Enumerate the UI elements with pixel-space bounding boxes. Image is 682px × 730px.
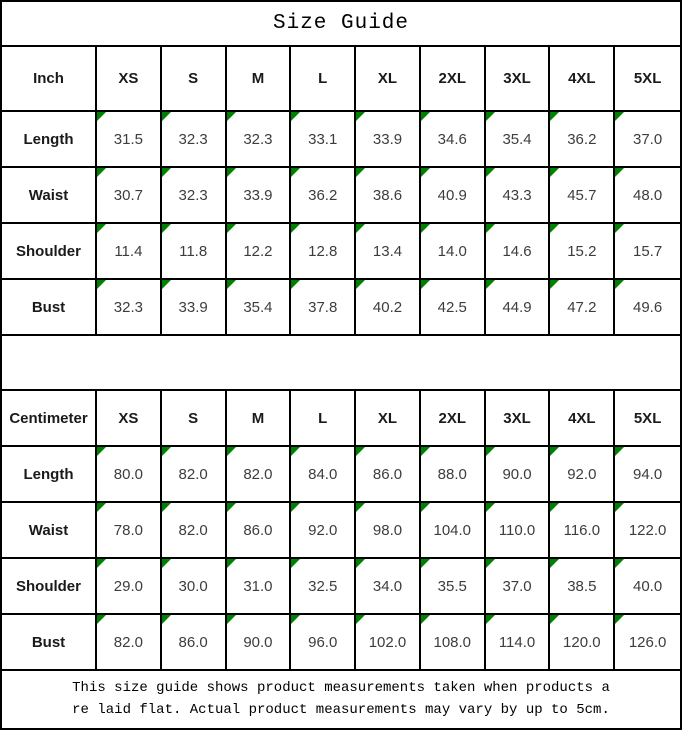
cell-corner-indicator-icon <box>291 559 300 568</box>
measurement-value-cell <box>486 559 551 613</box>
measurement-value-cell <box>356 280 421 334</box>
measurement-value-cell-label: 12.2 <box>243 242 273 260</box>
unit-header-cell <box>2 391 97 445</box>
cell-corner-indicator-icon <box>227 224 236 233</box>
size-header-cell-label: XL <box>377 70 398 87</box>
measurement-value-cell-label: 102.0 <box>368 633 407 651</box>
cell-corner-indicator-icon <box>97 280 106 289</box>
size-header-cell <box>291 391 356 445</box>
cell-corner-indicator-icon <box>162 559 171 568</box>
measurement-value-cell-label: 122.0 <box>628 521 667 539</box>
size-table-centimeter <box>2 391 680 671</box>
cell-corner-indicator-icon <box>421 615 430 624</box>
measurement-label-cell <box>2 615 97 669</box>
measurement-value-cell <box>421 224 486 278</box>
measurement-value-cell-label: 116.0 <box>563 521 601 539</box>
measurement-value-cell-label: 44.9 <box>502 298 532 316</box>
measurement-value-cell <box>97 615 162 669</box>
footer-note <box>2 671 680 728</box>
measurement-value-cell <box>162 280 227 334</box>
measurement-value-cell <box>356 224 421 278</box>
cell-corner-indicator-icon <box>615 168 624 177</box>
measurement-value-cell-label: 29.0 <box>113 577 143 595</box>
measurement-label-cell-label: Waist <box>28 521 69 539</box>
cell-corner-indicator-icon <box>227 615 236 624</box>
cell-corner-indicator-icon <box>550 280 559 289</box>
measurement-value-cell <box>421 503 486 557</box>
cell-corner-indicator-icon <box>615 447 624 456</box>
measurement-value-cell-label: 92.0 <box>567 465 597 483</box>
measurement-label-cell-label: Length <box>23 465 74 483</box>
table-row <box>2 447 680 503</box>
cell-corner-indicator-icon <box>615 615 624 624</box>
measurement-value-cell <box>227 224 292 278</box>
measurement-value-cell-label: 108.0 <box>433 633 472 651</box>
measurement-value-cell <box>97 447 162 501</box>
measurement-label-cell <box>2 503 97 557</box>
measurement-value-cell <box>486 280 551 334</box>
measurement-value-cell <box>550 615 615 669</box>
measurement-value-cell-label: 34.6 <box>437 130 467 148</box>
measurement-value-cell-label: 32.3 <box>178 186 208 204</box>
size-header-cell <box>356 47 421 110</box>
measurement-value-cell-label: 126.0 <box>628 633 667 651</box>
size-header-cell <box>421 391 486 445</box>
table-row <box>2 559 680 615</box>
size-header-cell <box>486 391 551 445</box>
measurement-value-cell-label: 82.0 <box>113 633 143 651</box>
measurement-label-cell-label: Bust <box>31 298 66 316</box>
cell-corner-indicator-icon <box>356 503 365 512</box>
measurement-value-cell <box>227 503 292 557</box>
measurement-label-cell-label: Bust <box>31 633 66 651</box>
cell-corner-indicator-icon <box>486 503 495 512</box>
measurement-value-cell <box>97 503 162 557</box>
measurement-value-cell-label: 30.7 <box>113 186 143 204</box>
measurement-value-cell-label: 96.0 <box>308 633 338 651</box>
measurement-value-cell-label: 92.0 <box>308 521 338 539</box>
measurement-value-cell <box>97 559 162 613</box>
measurement-value-cell <box>615 559 680 613</box>
measurement-value-cell <box>421 615 486 669</box>
measurement-value-cell-label: 82.0 <box>178 465 208 483</box>
cell-corner-indicator-icon <box>550 224 559 233</box>
size-header-cell <box>162 47 227 110</box>
table-row <box>2 615 680 671</box>
measurement-value-cell <box>550 280 615 334</box>
cell-corner-indicator-icon <box>615 112 624 121</box>
cell-corner-indicator-icon <box>227 447 236 456</box>
cell-corner-indicator-icon <box>162 280 171 289</box>
measurement-value-cell-label: 45.7 <box>567 186 597 204</box>
measurement-value-cell-label: 86.0 <box>372 465 403 483</box>
measurement-value-cell-label: 86.0 <box>243 521 273 539</box>
measurement-value-cell <box>291 559 356 613</box>
measurement-value-cell-label: 15.7 <box>633 242 663 260</box>
measurement-value-cell-label: 14.0 <box>437 242 467 260</box>
measurement-value-cell <box>227 112 292 166</box>
unit-header-cell-label: Centimeter <box>9 409 88 427</box>
measurement-value-cell-label: 43.3 <box>502 186 532 204</box>
cell-corner-indicator-icon <box>227 503 236 512</box>
measurement-value-cell-label: 11.4 <box>114 242 143 260</box>
measurement-value-cell <box>162 112 227 166</box>
measurement-value-cell-label: 82.0 <box>178 521 208 539</box>
measurement-value-cell <box>227 447 292 501</box>
size-table-inch <box>2 47 680 336</box>
measurement-value-cell <box>356 447 421 501</box>
measurement-value-cell-label: 31.5 <box>113 130 143 148</box>
cell-corner-indicator-icon <box>421 224 430 233</box>
measurement-value-cell <box>291 615 356 669</box>
measurement-value-cell <box>227 559 292 613</box>
measurement-value-cell <box>97 280 162 334</box>
measurement-value-cell-label: 38.6 <box>372 186 403 204</box>
measurement-value-cell <box>227 168 292 222</box>
cell-corner-indicator-icon <box>227 112 236 121</box>
measurement-value-cell-label: 32.3 <box>243 130 273 148</box>
measurement-value-cell-label: 32.3 <box>178 130 208 148</box>
size-header-cell-label: M <box>251 70 265 87</box>
measurement-value-cell <box>486 503 551 557</box>
cell-corner-indicator-icon <box>550 112 559 121</box>
measurement-value-cell-label: 32.3 <box>113 298 143 316</box>
measurement-value-cell-label: 32.5 <box>308 577 338 595</box>
measurement-value-cell <box>421 168 486 222</box>
cell-corner-indicator-icon <box>291 168 300 177</box>
measurement-value-cell-label: 30.0 <box>178 577 208 595</box>
measurement-value-cell <box>421 280 486 334</box>
measurement-value-cell-label: 37.0 <box>633 130 663 148</box>
cell-corner-indicator-icon <box>162 168 171 177</box>
cell-corner-indicator-icon <box>227 280 236 289</box>
measurement-value-cell-label: 40.2 <box>372 298 403 316</box>
measurement-value-cell <box>550 559 615 613</box>
measurement-label-cell <box>2 280 97 334</box>
cell-corner-indicator-icon <box>421 280 430 289</box>
cell-corner-indicator-icon <box>550 503 559 512</box>
measurement-value-cell-label: 86.0 <box>178 633 208 651</box>
size-header-cell <box>486 47 551 110</box>
measurement-value-cell <box>162 168 227 222</box>
measurement-value-cell <box>356 168 421 222</box>
size-header-cell <box>291 47 356 110</box>
cell-corner-indicator-icon <box>162 503 171 512</box>
measurement-value-cell-label: 110.0 <box>498 521 536 539</box>
measurement-value-cell <box>615 168 680 222</box>
measurement-value-cell <box>291 280 356 334</box>
cell-corner-indicator-icon <box>291 112 300 121</box>
measurement-value-cell <box>227 280 292 334</box>
measurement-value-cell <box>421 559 486 613</box>
cell-corner-indicator-icon <box>486 615 495 624</box>
measurement-value-cell-label: 14.6 <box>502 242 532 260</box>
measurement-value-cell <box>97 112 162 166</box>
measurement-value-cell-label: 90.0 <box>243 633 273 651</box>
cell-corner-indicator-icon <box>550 447 559 456</box>
cell-corner-indicator-icon <box>356 280 365 289</box>
cell-corner-indicator-icon <box>97 615 106 624</box>
cell-corner-indicator-icon <box>486 168 495 177</box>
cell-corner-indicator-icon <box>356 615 365 624</box>
cell-corner-indicator-icon <box>550 615 559 624</box>
measurement-value-cell <box>421 447 486 501</box>
measurement-value-cell-label: 114.0 <box>498 633 536 651</box>
measurement-value-cell <box>162 503 227 557</box>
size-header-row <box>2 391 680 447</box>
measurement-value-cell <box>421 112 486 166</box>
cell-corner-indicator-icon <box>291 615 300 624</box>
measurement-value-cell-label: 35.4 <box>502 130 532 148</box>
cell-corner-indicator-icon <box>97 559 106 568</box>
size-header-cell <box>421 47 486 110</box>
table-row <box>2 168 680 224</box>
measurement-value-cell <box>162 447 227 501</box>
measurement-value-cell-label: 34.0 <box>372 577 403 595</box>
size-header-cell <box>550 391 615 445</box>
measurement-value-cell <box>486 615 551 669</box>
cell-corner-indicator-icon <box>227 168 236 177</box>
measurement-value-cell <box>291 503 356 557</box>
measurement-value-cell <box>615 224 680 278</box>
measurement-value-cell-label: 42.5 <box>437 298 467 316</box>
size-header-cell <box>615 47 680 110</box>
size-header-cell-label: S <box>188 70 199 87</box>
measurement-value-cell <box>291 224 356 278</box>
measurement-value-cell-label: 38.5 <box>567 577 597 595</box>
size-header-cell-label: 4XL <box>568 70 596 87</box>
measurement-value-cell-label: 33.9 <box>372 130 403 148</box>
measurement-value-cell <box>550 112 615 166</box>
measurement-label-cell-label: Shoulder <box>15 577 81 595</box>
cell-corner-indicator-icon <box>615 224 624 233</box>
cell-corner-indicator-icon <box>421 503 430 512</box>
measurement-value-cell-label: 31.0 <box>243 577 273 595</box>
cell-corner-indicator-icon <box>615 280 624 289</box>
size-header-cell-label: XL <box>377 409 398 427</box>
size-header-cell <box>97 47 162 110</box>
measurement-label-cell <box>2 224 97 278</box>
measurement-value-cell-label: 35.4 <box>243 298 273 316</box>
measurement-value-cell-label: 35.5 <box>437 577 467 595</box>
table-row <box>2 112 680 168</box>
cell-corner-indicator-icon <box>356 224 365 233</box>
measurement-value-cell-label: 49.6 <box>633 298 663 316</box>
cell-corner-indicator-icon <box>291 447 300 456</box>
cell-corner-indicator-icon <box>421 112 430 121</box>
measurement-value-cell-label: 47.2 <box>567 298 597 316</box>
cell-corner-indicator-icon <box>356 447 365 456</box>
measurement-value-cell <box>291 168 356 222</box>
measurement-value-cell-label: 88.0 <box>437 465 467 483</box>
measurement-value-cell <box>162 559 227 613</box>
cell-corner-indicator-icon <box>615 503 624 512</box>
table-row <box>2 280 680 336</box>
measurement-value-cell-label: 40.9 <box>437 186 467 204</box>
measurement-value-cell <box>486 224 551 278</box>
size-header-cell <box>162 391 227 445</box>
table-row <box>2 503 680 559</box>
cell-corner-indicator-icon <box>486 559 495 568</box>
measurement-value-cell <box>550 503 615 557</box>
measurement-value-cell-label: 36.2 <box>308 186 338 204</box>
size-header-cell-label: 4XL <box>568 409 596 427</box>
cell-corner-indicator-icon <box>356 559 365 568</box>
cell-corner-indicator-icon <box>421 447 430 456</box>
footer-note-line2: re laid flat. Actual product measurements may vary by up to 5cm. <box>72 701 610 718</box>
measurement-label-cell-label: Waist <box>28 186 69 204</box>
measurement-value-cell-label: 11.8 <box>179 242 208 260</box>
cell-corner-indicator-icon <box>486 280 495 289</box>
cell-corner-indicator-icon <box>291 280 300 289</box>
measurement-value-cell <box>291 447 356 501</box>
cell-corner-indicator-icon <box>97 447 106 456</box>
cell-corner-indicator-icon <box>162 224 171 233</box>
cell-corner-indicator-icon <box>291 224 300 233</box>
size-header-cell-label: XS <box>118 70 139 87</box>
size-header-cell-label: XS <box>118 409 139 427</box>
measurement-value-cell <box>615 615 680 669</box>
size-header-cell <box>356 391 421 445</box>
measurement-value-cell <box>162 615 227 669</box>
measurement-value-cell <box>356 559 421 613</box>
measurement-value-cell <box>356 503 421 557</box>
cell-corner-indicator-icon <box>356 112 365 121</box>
measurement-value-cell <box>486 447 551 501</box>
measurement-value-cell <box>97 224 162 278</box>
measurement-label-cell-label: Length <box>23 130 74 148</box>
cell-corner-indicator-icon <box>97 503 106 512</box>
cell-corner-indicator-icon <box>162 447 171 456</box>
measurement-value-cell-label: 98.0 <box>372 521 403 539</box>
size-header-cell-label: S <box>188 409 199 427</box>
measurement-value-cell <box>550 168 615 222</box>
size-header-cell <box>227 47 292 110</box>
unit-header-cell <box>2 47 97 110</box>
measurement-value-cell-label: 37.0 <box>502 577 532 595</box>
size-header-cell <box>97 391 162 445</box>
table-separator <box>2 336 680 391</box>
measurement-value-cell-label: 82.0 <box>243 465 273 483</box>
measurement-value-cell-label: 15.2 <box>567 242 597 260</box>
measurement-value-cell <box>356 112 421 166</box>
cell-corner-indicator-icon <box>486 447 495 456</box>
unit-header-cell-label: Inch <box>33 70 64 87</box>
measurement-label-cell-label: Shoulder <box>15 242 81 260</box>
measurement-value-cell <box>162 224 227 278</box>
cell-corner-indicator-icon <box>615 559 624 568</box>
measurement-value-cell-label: 12.8 <box>308 242 338 260</box>
measurement-value-cell-label: 80.0 <box>113 465 143 483</box>
measurement-value-cell <box>615 280 680 334</box>
measurement-label-cell <box>2 168 97 222</box>
size-header-cell <box>615 391 680 445</box>
measurement-value-cell <box>291 112 356 166</box>
footer-note-line1: This size guide shows product measurements taken when products a <box>72 679 610 696</box>
size-header-cell-label: 5XL <box>633 70 662 87</box>
cell-corner-indicator-icon <box>227 559 236 568</box>
measurement-value-cell <box>550 224 615 278</box>
cell-corner-indicator-icon <box>97 168 106 177</box>
page-title: Size Guide <box>2 2 680 47</box>
size-header-cell-label: L <box>318 409 328 427</box>
measurement-value-cell-label: 120.0 <box>563 633 601 651</box>
measurement-value-cell-label: 33.9 <box>243 186 273 204</box>
measurement-label-cell <box>2 559 97 613</box>
size-header-cell-label: 2XL <box>438 70 467 87</box>
cell-corner-indicator-icon <box>97 112 106 121</box>
measurement-value-cell-label: 48.0 <box>633 186 663 204</box>
measurement-value-cell-label: 37.8 <box>308 298 338 316</box>
measurement-label-cell <box>2 112 97 166</box>
cell-corner-indicator-icon <box>291 503 300 512</box>
measurement-value-cell <box>97 168 162 222</box>
cell-corner-indicator-icon <box>421 559 430 568</box>
size-header-cell-label: 3XL <box>503 409 531 427</box>
measurement-value-cell <box>615 447 680 501</box>
table-row <box>2 224 680 280</box>
measurement-value-cell <box>486 168 551 222</box>
measurement-value-cell <box>550 447 615 501</box>
cell-corner-indicator-icon <box>97 224 106 233</box>
measurement-value-cell <box>227 615 292 669</box>
measurement-value-cell-label: 90.0 <box>502 465 532 483</box>
measurement-value-cell-label: 40.0 <box>633 577 663 595</box>
cell-corner-indicator-icon <box>550 168 559 177</box>
measurement-value-cell-label: 84.0 <box>308 465 338 483</box>
size-header-cell <box>227 391 292 445</box>
measurement-value-cell-label: 33.9 <box>178 298 208 316</box>
measurement-value-cell-label: 104.0 <box>433 521 472 539</box>
measurement-value-cell-label: 36.2 <box>567 130 597 148</box>
measurement-value-cell <box>615 503 680 557</box>
size-header-cell-label: M <box>251 409 265 427</box>
cell-corner-indicator-icon <box>162 112 171 121</box>
cell-corner-indicator-icon <box>486 112 495 121</box>
measurement-value-cell-label: 94.0 <box>633 465 663 483</box>
measurement-value-cell <box>356 615 421 669</box>
size-header-cell-label: 5XL <box>633 409 662 427</box>
cell-corner-indicator-icon <box>486 224 495 233</box>
measurement-value-cell-label: 33.1 <box>308 130 338 148</box>
cell-corner-indicator-icon <box>550 559 559 568</box>
cell-corner-indicator-icon <box>162 615 171 624</box>
size-header-cell-label: 3XL <box>503 70 531 87</box>
measurement-label-cell <box>2 447 97 501</box>
measurement-value-cell-label: 13.4 <box>372 242 403 260</box>
size-header-row <box>2 47 680 112</box>
size-header-cell-label: 2XL <box>438 409 467 427</box>
size-header-cell-label: L <box>318 70 328 87</box>
measurement-value-cell <box>486 112 551 166</box>
size-header-cell <box>550 47 615 110</box>
cell-corner-indicator-icon <box>421 168 430 177</box>
measurement-value-cell <box>615 112 680 166</box>
measurement-value-cell-label: 78.0 <box>113 521 143 539</box>
cell-corner-indicator-icon <box>356 168 365 177</box>
